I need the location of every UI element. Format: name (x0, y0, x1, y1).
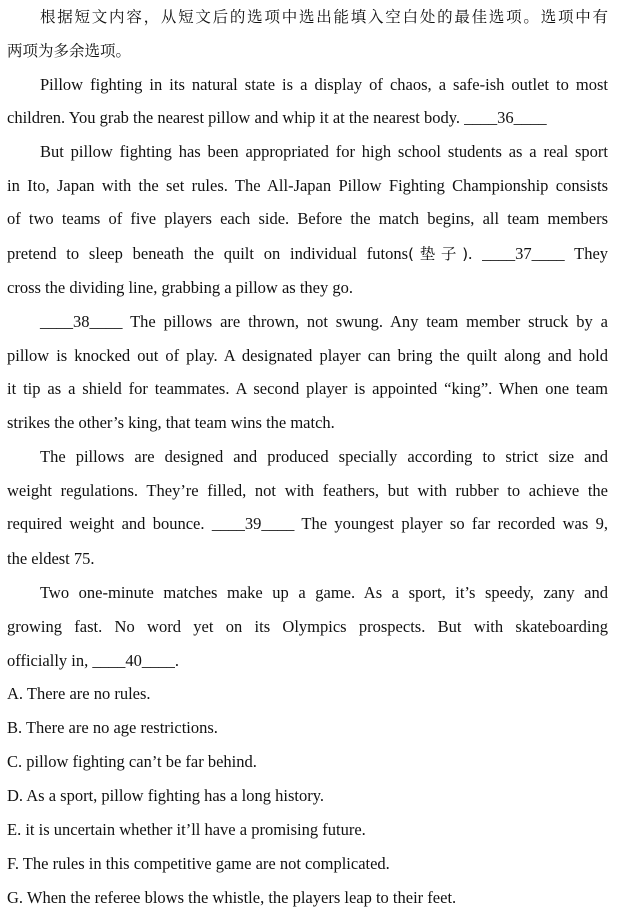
p5-line-3-text: officially in, (7, 651, 89, 670)
option-f[interactable]: F. The rules in this competitive game are not complicated. (7, 854, 390, 873)
p1-line-2 (7, 107, 608, 129)
option-g[interactable]: G. When the referee blows the whistle, the players leap to their feet. (7, 888, 457, 907)
p2-line-2: in Ito, Japan with the set rules. The All-Japan Pillow Fighting Championship consists (7, 176, 608, 195)
blank-37[interactable]: ____37____ (482, 244, 565, 263)
p5-line-3-end: . (174, 651, 180, 670)
p2-line-4-period: . (468, 244, 473, 263)
p5-line-2: growing fast. No word yet on its Olympics prospects. But with skateboarding (7, 617, 608, 636)
p5-line-1: Two one-minute matches make up a game. As a sport, it’s speedy, zany and (40, 583, 608, 602)
instruction-line-1: 根据短文内容，从短文后的选项中选出能填入空白处的最佳选项。选项中有 (40, 8, 608, 26)
p4-line-4: the eldest 75. (7, 549, 95, 568)
p3-line-4: strikes the other’s king, that team wins the match. (7, 413, 335, 432)
p3-line-1 (40, 311, 608, 333)
p3-line-1-text: The pillows are thrown, not swung. Any team member struck by a (130, 312, 609, 331)
p4-line-2: weight regulations. They’re filled, not with feathers, but with rubber to achieve the (7, 481, 608, 500)
option-d[interactable]: D. As a sport, pillow fighting has a long history. (7, 786, 324, 805)
p2-line-1: But pillow fighting has been appropriated for high school students as a real sport (40, 142, 608, 161)
p3-line-3: it tip as a shield for teammates. A second player is appointed “king”. When one team (7, 379, 608, 398)
futon-gloss: (垫子) (408, 245, 469, 263)
p2-line-5: cross the dividing line, grabbing a pillow as they go. (7, 278, 353, 297)
p2-line-4 (7, 243, 608, 265)
option-a[interactable]: A. There are no rules. (7, 684, 151, 703)
option-e[interactable]: E. it is uncertain whether it’ll have a promising future. (7, 820, 366, 839)
option-b[interactable]: B. There are no age restrictions. (7, 718, 218, 737)
p3-line-2: pillow is knocked out of play. A designated player can bring the quilt along and hold (7, 346, 608, 365)
p1-line-1: Pillow fighting in its natural state is a display of chaos, a safe-ish outlet to most (40, 75, 608, 94)
p4-line-3-text: required weight and bounce. (7, 514, 205, 533)
blank-38[interactable]: ____38____ (40, 312, 123, 331)
p2-line-4-text: pretend to sleep beneath the quilt on individual futons (7, 244, 409, 263)
p2-line-3: of two teams of five players each side. Before the match begins, all team members (7, 209, 608, 228)
p4-line-3 (7, 513, 608, 535)
instruction-line-2: 两项为多余选项。 (7, 42, 132, 60)
option-c[interactable]: C. pillow fighting can’t be far behind. (7, 752, 257, 771)
p1-line-2-text: children. You grab the nearest pillow and whip it at the nearest body. (7, 108, 461, 127)
blank-36[interactable]: ____36____ (464, 108, 547, 127)
p4-line-3-tail: The youngest player so far recorded was 9, (301, 514, 608, 533)
p4-line-1: The pillows are designed and produced specially according to strict size and (40, 447, 608, 466)
p5-line-3 (7, 650, 608, 672)
blank-39[interactable]: ____39____ (211, 514, 295, 533)
p2-line-4-tail: They (574, 244, 609, 263)
blank-40[interactable]: ____40____ (92, 651, 175, 670)
